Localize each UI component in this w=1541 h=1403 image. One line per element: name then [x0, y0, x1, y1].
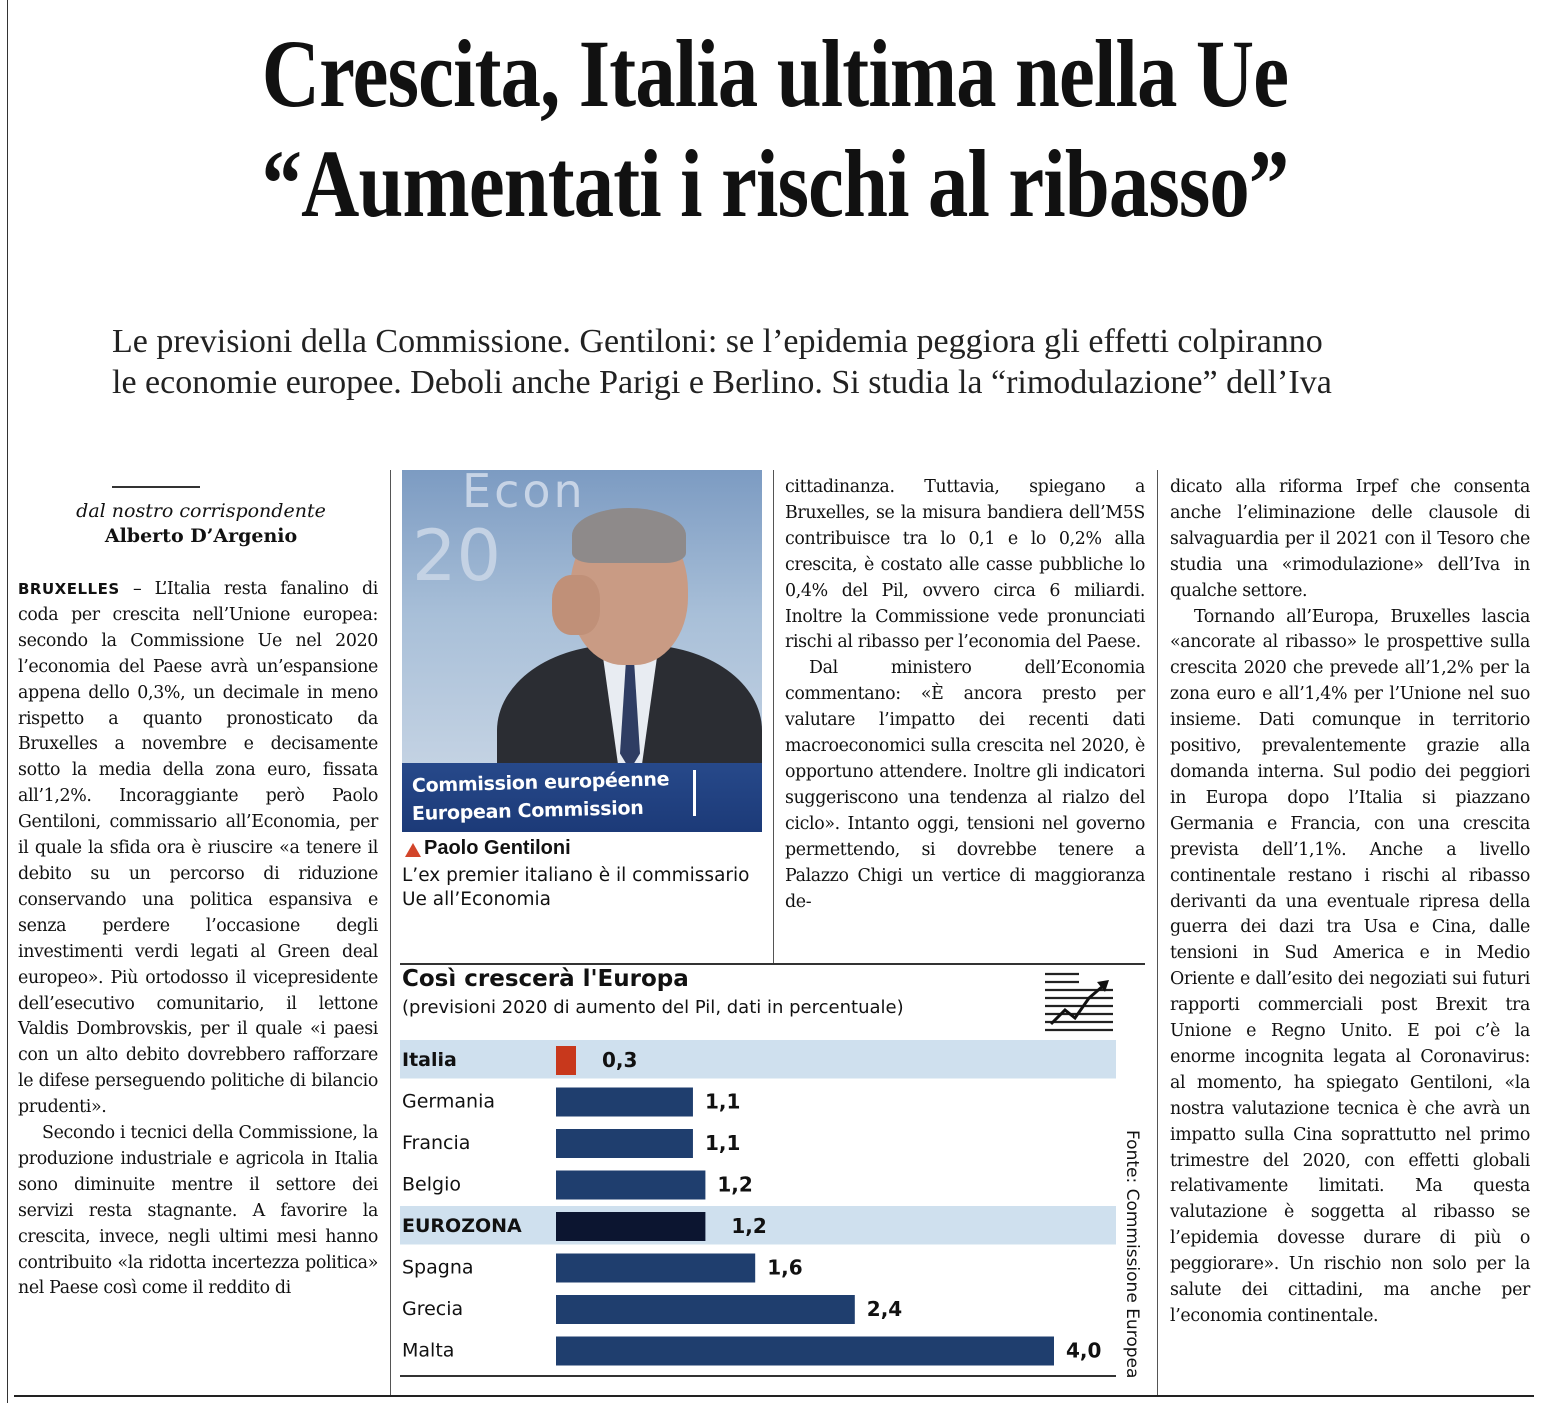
photo-background-number: 20 — [412, 515, 502, 597]
article-paragraph — [18, 577, 378, 1121]
chart-bar — [556, 1295, 855, 1324]
article-paragraph: Tornando all’Europa, Bruxelles lascia «ancorate al ribasso» le prospettive sulla crescita 2020 che prevede all’1,2% per la zona euro e all’1,4% per l’Unione nel suo insieme. Dati comunque in territorio positivo, prevalentemente grazie alla domanda interna. Sul podio dei peggiori in Europa dopo l’Italia si piazzano Germania e Francia, con una crescita prevista dell’1,1%. Anche a livello continentale restano i rischi al ribasso derivanti da una eventuale ripresa della guerra dei dazi tra Usa e Cina, dalle tensioni in Sud America e in Medio Oriente e dall’esito dei negoziati sui futuri rapporti commerciali post Brexit tra Unione e Regno Unito. E poi c’è la enorme incognita legata al Coronavirus: al momento, ha spiegato Gentiloni, «la nostra valutazione tecnica è che avrà un impatto sulla Cina soprattutto nel primo trimestre del 2020, con effetti globali relativamente limitati. Ma questa valutazione è soggetta al ribasso se l’epidemia dovesse durare di più o peggiorare». Un rischio non solo per la salute dei cittadini, ma anche per l’economia continentale. — [1170, 606, 1530, 1326]
byline-role: dal nostro corrispondente — [76, 500, 326, 522]
byline-author: Alberto D’Argenio — [104, 525, 298, 547]
article-paragraph: Dal ministero dell’Economia commentano: «È ancora presto per valutare l’impatto dei recenti dati macroeconomici sulla crescita nel 2020, è opportuno attendere. Inoltre gli indicatori suggeriscono una tendenza al rialzo del ciclo». Intanto oggi, tensioni nel governo permettendo, si dovrebbe tenere a Palazzo Chigi un vertice di maggioranza de- — [785, 658, 1145, 912]
chart-value-label: 1,2 — [731, 1214, 767, 1238]
photo-person-hair — [572, 508, 686, 563]
chart-bar — [556, 1337, 1054, 1366]
chart-category-label: Malta — [402, 1339, 455, 1362]
article-paragraph: dicato alla riforma Irpef che consenta anche l’eliminazione delle clausole di salvaguardia per il 2021 con il Tesoro che studia una «rimodulazione» dell’Iva in qualche settore. — [1170, 477, 1530, 601]
chart-bar — [556, 1171, 705, 1200]
headline-line-1: Crescita, Italia ultima nella Ue — [261, 20, 1289, 127]
chart-value-label: 2,4 — [866, 1297, 903, 1321]
article-column-1 — [18, 577, 378, 1302]
subhead-line-2: le economie europee. Deboli anche Parigi e Berlino. Si studia la “rimodulazione” dell’Iva — [112, 364, 1332, 401]
chart-value-label: 1,1 — [704, 1089, 741, 1114]
column-rule-1 — [390, 470, 391, 1395]
chart-row-highlight — [400, 1040, 1116, 1079]
article-column-4 — [1170, 475, 1530, 1330]
chart-category-label: Grecia — [402, 1298, 464, 1320]
photo-background-text: Econ — [462, 470, 586, 518]
chart-growth-icon — [1043, 970, 1115, 1034]
chart-bar — [556, 1129, 693, 1158]
chart-value-label: 1,6 — [767, 1255, 803, 1280]
chart-value-label: 4,0 — [1066, 1338, 1102, 1363]
subhead-line-1: Le previsioni della Commissione. Gentiloni: se l’epidemia peggiora gli effetti colpiranno — [112, 323, 1323, 360]
chart-category-label: Germania — [402, 1090, 496, 1113]
chart-value-label: 1,2 — [717, 1172, 753, 1197]
photo-caption-name: Paolo Gentiloni — [424, 837, 571, 859]
photo-banner-bar — [693, 770, 696, 816]
article-text: – L’Italia resta fanalino di coda per crescita nell’Unione europea: secondo la Commissione Ue nel 2020 l’economia del Paese avrà un’espansione appena dello 0,3%, un decimale in meno rispetto a quanto pronosticato da Bruxelles a novembre e decisamente sotto la media della zona euro, fissata all’1,2%. Incoraggiante però Paolo Gentiloni, commissario all’Economia, per il quale la sfida ora è riuscire «a tenere il debito su un percorso di riduzione conservando una politica espansiva e senza perdere l’occasione degli investimenti verdi legati al Green deal europeo». Più ortodosso il vicepresidente dell’esecutivo comunitario, il lettone Valdis Dombrovskis, per il quale «i paesi con un alto debito dovrebbero rafforzare le difese perseguendo politiche di bilancio prudenti». — [18, 579, 378, 1118]
chart-bottom-rule — [400, 1375, 1116, 1377]
chart-category-label: EUROZONA — [402, 1215, 522, 1237]
chart-bar — [556, 1254, 755, 1283]
photo-caption-text: L’ex premier italiano è il commissario Ue all’Economia — [402, 865, 750, 910]
chart-source-text: Fonte: Commissione Europea — [1122, 1130, 1142, 1379]
caption-triangle-icon — [405, 843, 421, 857]
article-paragraph: cittadinanza. Tuttavia, spiegano a Bruxelles, se la misura bandiera dell’M5S contribuisce tra lo 0,1 e lo 0,2% alla crescita, è costato alle casse pubbliche lo 0,4% del Pil, ovvero circa 6 miliardi. Inoltre la Commissione vede pronunciati rischi al ribasso per l’economia del Paese. — [785, 477, 1145, 653]
chart-bars — [400, 1035, 1145, 1380]
chart-top-rule — [400, 963, 1145, 965]
photo-banner-line-1: Commission européenne — [411, 768, 670, 797]
chart-value-label: 1,1 — [704, 1131, 741, 1155]
byline-rule — [112, 486, 200, 488]
chart-title: Così crescerà l'Europa — [402, 966, 689, 992]
chart-bar — [556, 1212, 705, 1241]
chart-value-label: 0,3 — [602, 1048, 638, 1072]
chart-subtitle: (previsioni 2020 di aumento del Pil, dati in percentuale) — [402, 997, 904, 1018]
chart-category-label: Spagna — [402, 1256, 474, 1279]
photo-person-hand — [552, 575, 600, 635]
page-frame-left — [7, 0, 8, 1403]
chart-bar — [556, 1088, 693, 1117]
chart-category-label: Italia — [402, 1049, 457, 1071]
chart-category-label: Francia — [402, 1132, 471, 1154]
article-column-3 — [785, 475, 1145, 915]
page-frame-bottom — [14, 1395, 1534, 1397]
dateline: BRUXELLES — [18, 580, 120, 598]
article-paragraph: Secondo i tecnici della Commissione, la produzione industriale e agricola in Italia sono diminuite mentre il settore dei servizi resta stagnante. A favorire la crescita, invece, negli ultimi mesi hanno contribuito «la ridotta incertezza politica» nel Paese così come il reddito di — [18, 1123, 378, 1299]
photo-gentiloni — [402, 470, 762, 832]
photo-banner-line-2: European Commission — [411, 796, 644, 825]
chart-bar — [556, 1046, 576, 1075]
chart-category-label: Belgio — [402, 1173, 461, 1196]
headline-line-2: “Aumentati i rischi al ribasso” — [261, 130, 1289, 237]
column-rule-2 — [773, 470, 774, 965]
column-rule-3 — [1157, 470, 1158, 1395]
chart-source — [1122, 1130, 1148, 1380]
